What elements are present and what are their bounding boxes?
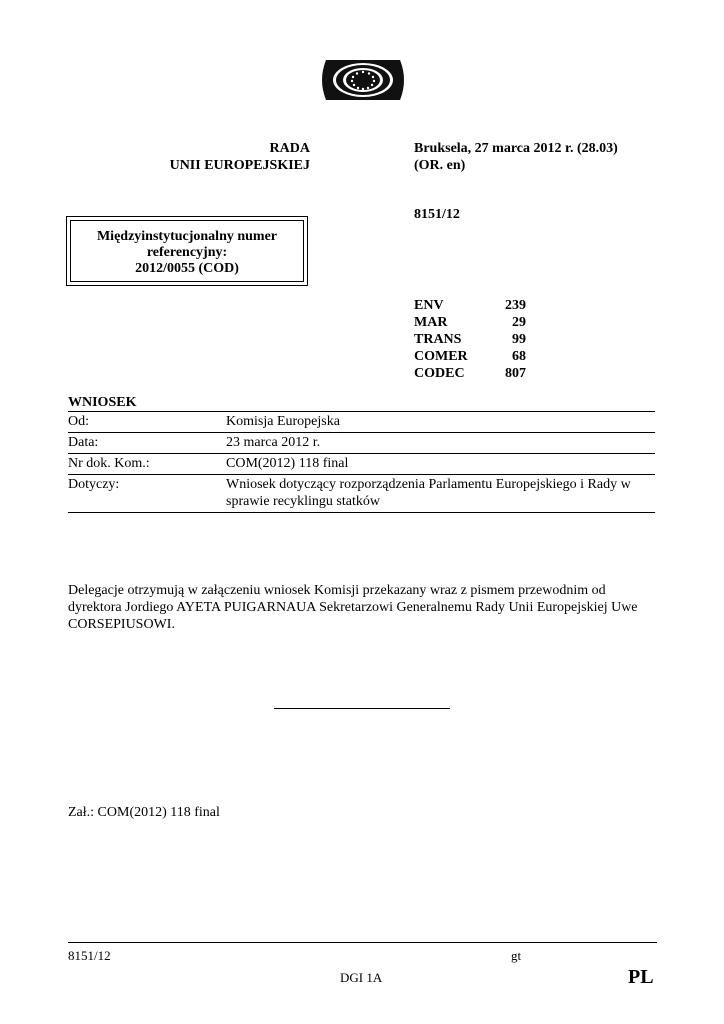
code-label: CODEC [414, 366, 465, 381]
row-value: 23 marca 2012 r. [226, 435, 321, 450]
document-number: 8151/12 [414, 207, 460, 222]
table-row [68, 432, 655, 453]
place-date-block [414, 140, 674, 174]
issuer-block [140, 140, 310, 174]
code-row [414, 314, 526, 331]
table-row [68, 453, 655, 474]
footer-department: DGI 1A [340, 970, 383, 985]
issuer-line-1: RADA [269, 141, 310, 156]
table-row [68, 474, 655, 513]
row-label: Dotyczy: [68, 477, 120, 492]
form-title: WNIOSEK [68, 395, 137, 410]
original-language: (OR. en) [414, 158, 466, 173]
footer-initials: gt [511, 948, 522, 963]
code-number: 807 [505, 366, 526, 381]
cover-note-table [68, 411, 655, 513]
footer-divider [68, 942, 657, 943]
row-value: COM(2012) 118 final [226, 456, 349, 471]
code-number: 68 [512, 349, 526, 364]
body-paragraph: Delegacje otrzymują w załączeniu wniosek Komisji przekazany wraz z pismem przewodnim od dyrektora Jordiego AYETA PUIGARNAUA Sekretarzowi Generalnemu Rady Unii Europejskiej Uwe CORSEPIUSOWI. [68, 583, 638, 632]
code-label: TRANS [414, 332, 462, 347]
eu-council-emblem-icon [320, 58, 406, 102]
row-label: Nr dok. Kom.: [68, 456, 150, 471]
reference-line-1: Międzyinstytucjonalny numer [96, 229, 278, 244]
code-number: 239 [505, 298, 526, 313]
code-label: ENV [414, 298, 444, 313]
footer-language: PL [628, 966, 654, 988]
issuer-line-2: UNII EUROPEJSKIEJ [169, 158, 310, 173]
subject-codes [414, 297, 526, 382]
code-label: MAR [414, 315, 448, 330]
place-date: Bruksela, 27 marca 2012 r. (28.03) [414, 141, 618, 156]
annex-note: Zał.: COM(2012) 118 final [68, 805, 220, 820]
table-row [68, 411, 655, 432]
footer-doc-number: 8151/12 [68, 948, 111, 963]
code-label: COMER [414, 349, 468, 364]
row-value: Wniosek dotyczący rozporządzenia Parlamentu Europejskiego i Rady w sprawie recyklingu statków [226, 477, 631, 509]
reference-box-inner [70, 220, 304, 282]
code-row [414, 365, 526, 382]
code-number: 99 [512, 332, 526, 347]
row-value: Komisja Europejska [226, 414, 340, 429]
row-label: Od: [68, 414, 89, 429]
row-label: Data: [68, 435, 99, 450]
code-row [414, 331, 526, 348]
code-row [414, 348, 526, 365]
separator-line [274, 708, 450, 709]
reference-line-3: 2012/0055 (COD) [135, 261, 239, 276]
code-row [414, 297, 526, 314]
code-number: 29 [512, 315, 526, 330]
reference-line-2: referencyjny: [146, 245, 228, 260]
reference-box [66, 216, 308, 286]
